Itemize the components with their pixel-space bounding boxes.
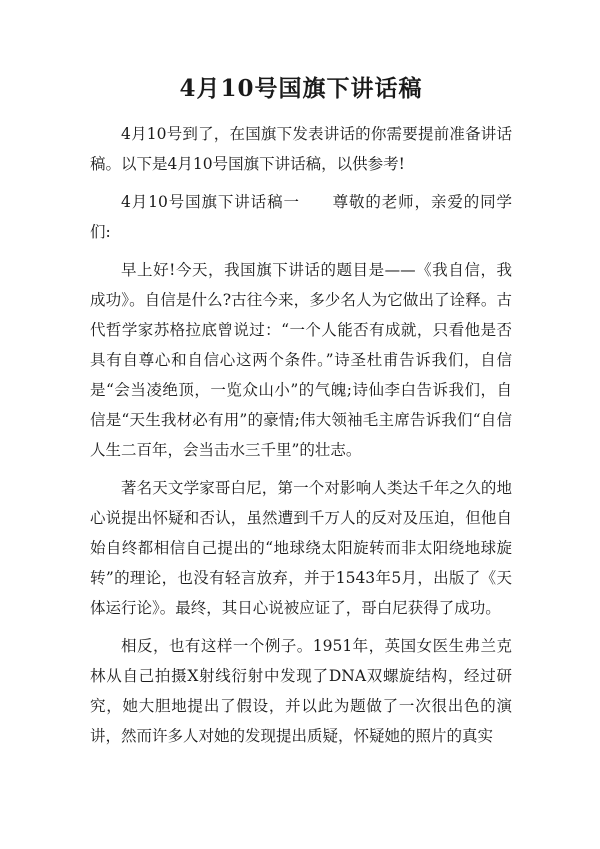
document-title: 4月10号国旗下讲话稿 xyxy=(179,75,423,102)
body-paragraph-copernicus: 著名天文学家哥白尼，第一个对影响人类达千年之久的地心说提出怀疑和否认，虽然遭到千万人的反对及压迫，但他自始自终都相信自己提出的“地球绕太阳旋转而非太阳绕地球旋转”的理论，也没有轻言放弃，并于1543年5月，出版了《天体运行论》。最终，其日心说被应证了，哥白尼获得了成功。 xyxy=(90,479,512,617)
intro-paragraph: 4月10号到了，在国旗下发表讲话的你需要提前准备讲话稿。以下是4月10号国旗下讲话稿，以供参考! xyxy=(90,125,512,173)
speech-heading-paragraph: 4月10号国旗下讲话稿一 尊敬的老师，亲爱的同学们: xyxy=(90,193,512,241)
body-paragraph-franklin: 相反，也有这样一个例子。1951年，英国女医生弗兰克林从自己拍摄X射线衍射中发现了DNA双螺旋结构，经过研究，她大胆地提出了假设，并以此为题做了一次很出色的演讲，然而许多人对她的发现提出质疑，怀疑她的照片的真实 xyxy=(90,637,512,745)
body-paragraph-confidence: 早上好!今天，我国旗下讲话的题目是——《我自信，我成功》。自信是什么?古往今来，多少名人为它做出了诠释。古代哲学家苏格拉底曾说过：“一个人能否有成就，只看他是否具有自尊心和自信心这两个条件。”诗圣杜甫告诉我们，自信是“会当凌绝顶，一览众山小”的气魄;诗仙李白告诉我们，自信是“天生我材必有用”的豪情;伟大领袖毛主席告诉我们“自信人生二百年，会当击水三千里”的壮志。 xyxy=(90,261,512,459)
